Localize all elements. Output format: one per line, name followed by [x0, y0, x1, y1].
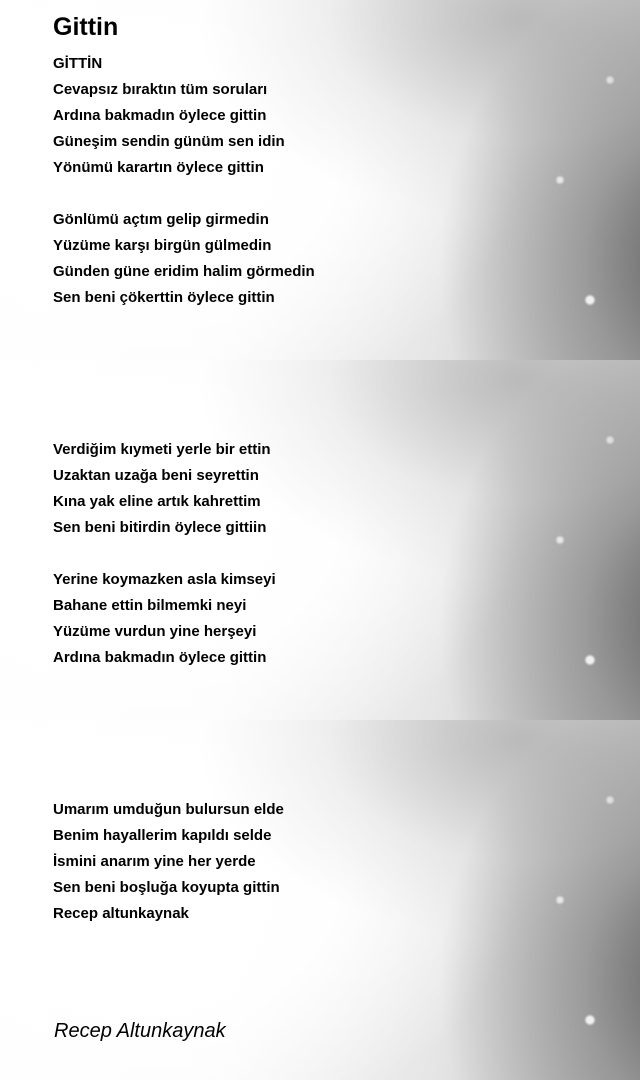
- stanza-break: [53, 541, 276, 567]
- poem-line: Güneşim sendin günüm sen idin: [53, 133, 285, 150]
- poem-line: Ardına bakmadın öylece gittin: [53, 649, 267, 666]
- poem-line: Kına yak eline artık kahrettim: [53, 493, 261, 510]
- poem-title: Gittin: [53, 13, 119, 41]
- poem-line: Yönümü karartın öylece gittin: [53, 159, 264, 176]
- poem-line: Yüzüme karşı birgün gülmedin: [53, 237, 272, 254]
- stanza-group-3: [53, 797, 284, 927]
- stanza-break: [53, 181, 315, 207]
- poem-panel-3: [0, 720, 640, 1080]
- poem-line: GİTTİN: [53, 55, 103, 72]
- poem-signature-line: Recep altunkaynak: [53, 905, 189, 922]
- poem-line: Gönlümü açtım gelip girmedin: [53, 211, 269, 228]
- poem-line: Uzaktan uzağa beni seyrettin: [53, 467, 259, 484]
- poem-line: Günden güne eridim halim görmedin: [53, 263, 315, 280]
- poem-line: Ardına bakmadın öylece gittin: [53, 107, 267, 124]
- poem-line: Sen beni bitirdin öylece gittiin: [53, 519, 267, 536]
- poem-line: Sen beni boşluğa koyupta gittin: [53, 879, 280, 896]
- poem-line: Benim hayallerim kapıldı selde: [53, 827, 272, 844]
- poem-line: Sen beni çökerttin öylece gittin: [53, 289, 275, 306]
- poem-line: Yüzüme vurdun yine herşeyi: [53, 623, 257, 640]
- author-name: Recep Altunkaynak: [54, 1020, 226, 1042]
- poem-line: Cevapsız bıraktın tüm soruları: [53, 81, 268, 98]
- poem-line: Yerine koymazken asla kimseyi: [53, 571, 276, 588]
- poem-line: Umarım umduğun bulursun elde: [53, 801, 284, 818]
- poem-line: Verdiğim kıymeti yerle bir ettin: [53, 441, 271, 458]
- stanza-group-2: [53, 437, 276, 671]
- poem-panel-2: [0, 360, 640, 720]
- stanza-group-1: [53, 51, 315, 311]
- poem-line: İsmini anarım yine her yerde: [53, 853, 256, 870]
- poem-panel-1: [0, 0, 640, 360]
- poem-line: Bahane ettin bilmemki neyi: [53, 597, 247, 614]
